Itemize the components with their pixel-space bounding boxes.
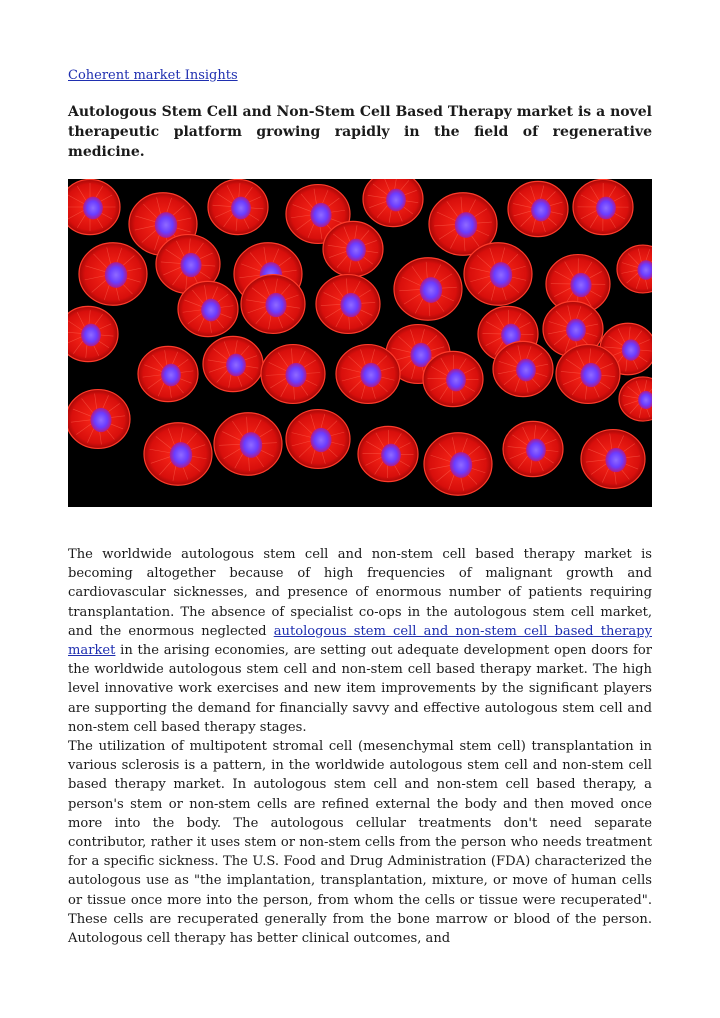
cell (203, 336, 263, 391)
nucleus (360, 363, 381, 387)
nucleus (346, 239, 366, 262)
nucleus (310, 203, 331, 227)
cell (68, 390, 130, 449)
cell (394, 258, 462, 321)
nucleus (310, 428, 331, 452)
cells-illustration (68, 179, 652, 507)
nucleus (516, 359, 536, 382)
article-body (68, 545, 652, 948)
nucleus (490, 262, 512, 288)
nucleus (580, 363, 601, 387)
cell (358, 426, 418, 481)
nucleus (526, 439, 546, 462)
paragraph-1 (68, 545, 652, 737)
nucleus (340, 293, 361, 317)
nucleus (155, 212, 177, 238)
nucleus (240, 432, 262, 458)
nucleus (566, 319, 586, 342)
nucleus (161, 364, 181, 387)
cell (323, 221, 383, 276)
nucleus (265, 293, 286, 317)
cell (261, 345, 325, 404)
cell (178, 281, 238, 336)
cell (144, 423, 212, 486)
nucleus (420, 277, 442, 303)
nucleus (386, 189, 406, 212)
nucleus (450, 452, 472, 478)
nucleus (622, 339, 640, 360)
nucleus (180, 253, 201, 277)
paragraph-2: The utilization of multipotent stromal cell (mesenchymal stem cell) transplantation in various sclerosis is a pattern, in the worldwide autologous stem cell and non-stem cell based therapy market. In autologous stem cell and non-stem cell based therapy, a person's stem or non-stem cells are refined external the body and then moved once more into the body. The autologous cellular treatments don't need separate contributor, rather it uses stem or non-stem cells from the person who needs treatment for a specific sickness. The U.S. Food and Drug Administration (FDA) characterized the autologous use as "the implantation, transplantation, mixture, or move of human cells or tissue once more into the person, from whom the cells or tissue were recuperated". These cells are recuperated generally from the bone marrow or blood of the person. Autologous cell therapy has better clinical outcomes, and (68, 739, 652, 947)
cell (493, 341, 553, 396)
cell (508, 181, 568, 236)
nucleus (201, 299, 221, 322)
market-link[interactable]: autologous stem cell and non-stem cell based therapy market (68, 623, 652, 659)
nucleus (226, 354, 246, 377)
paragraph-1-tail: in the arising economies, are setting out adequate development open doors for the worldwide autologous stem cell and non-stem cell based therapy market. The high level innovative work exercises and new item improvements by the significant players are supporting the demand for financially savvy and effective autologous stem cell and non-stem cell based therapy stages. (68, 643, 652, 735)
nucleus (81, 324, 101, 347)
cell-microscopy-image (68, 179, 652, 507)
nucleus (605, 448, 626, 472)
nucleus (83, 197, 103, 220)
nucleus (596, 197, 616, 220)
cell (363, 179, 423, 227)
cell (581, 430, 645, 489)
cell (68, 179, 120, 234)
cell (79, 243, 147, 306)
cell (464, 243, 532, 306)
cell (214, 413, 282, 476)
nucleus (231, 197, 251, 220)
cell (503, 421, 563, 476)
nucleus (455, 212, 477, 238)
cell (286, 410, 350, 469)
cell (241, 275, 305, 334)
nucleus (90, 408, 111, 432)
cell (208, 179, 268, 234)
nucleus (381, 444, 401, 467)
cell (316, 275, 380, 334)
article-headline: Autologous Stem Cell and Non-Stem Cell Based Therapy market is a novel therapeutic platform growing rapidly in the field of regenerative medicine. (68, 104, 652, 160)
cell (424, 433, 492, 496)
paragraph-1-lead: The worldwide autologous stem cell and non-stem cell based therapy market is becoming altogether because of high frequencies of malignant growth and cardiovascular sicknesses, and presence of enormous number of patients requiring transplantation. The absence of specialist co-ops in the autologous stem cell market, and the enormous neglected (68, 547, 652, 639)
cell (138, 346, 198, 401)
nucleus (285, 363, 306, 387)
nucleus (105, 262, 127, 288)
nucleus (570, 273, 591, 297)
cell (423, 351, 483, 406)
cell (336, 345, 400, 404)
source-link[interactable]: Coherent market Insights (68, 68, 238, 83)
nucleus (446, 369, 466, 392)
cell (556, 345, 620, 404)
nucleus (170, 442, 192, 468)
cell (573, 179, 633, 234)
nucleus (531, 199, 551, 222)
